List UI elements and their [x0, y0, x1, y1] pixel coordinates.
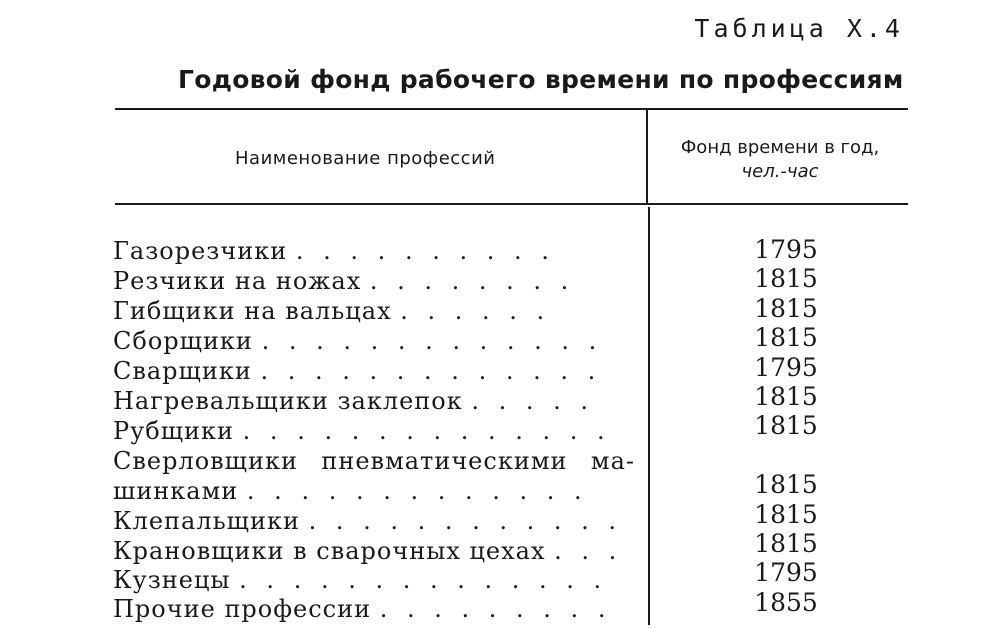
table-label: Таблица X.4: [694, 14, 904, 43]
table-row-value: 1855: [754, 588, 818, 617]
column-header-profession: Наименование профессий: [235, 148, 496, 169]
table-row-value: 1815: [754, 411, 818, 440]
table-row-value: 1795: [754, 558, 818, 587]
profession-name: Кузнецы: [113, 566, 231, 594]
table-row-value: 1815: [754, 264, 818, 293]
table-row-name: [113, 476, 638, 506]
dot-leader: . . . . . . . . . . . . .: [260, 357, 602, 385]
profession-name: Сварщики: [113, 357, 252, 385]
profession-name: Клепальщики: [113, 507, 300, 535]
profession-name: Нагревальщики заклепок: [113, 387, 463, 415]
profession-name: Сборщики: [113, 327, 253, 355]
table-row-value: 1815: [754, 470, 818, 499]
dot-leader: . . . . . . . . .: [379, 595, 612, 623]
table-row-value: 1815: [754, 529, 818, 558]
profession-name: Рубщики: [113, 417, 235, 445]
table-row-value: 1815: [754, 382, 818, 411]
profession-name: Прочие профессии: [113, 595, 372, 623]
dot-leader: . . . . .: [471, 387, 595, 415]
table-title: Годовой фонд рабочего времени по профессиям: [178, 65, 904, 94]
table-row-name: [113, 266, 638, 296]
table-row-name: [113, 416, 638, 446]
table-row-name: [113, 536, 638, 566]
table-row-name: [113, 326, 638, 356]
table-row-value: 1795: [754, 353, 818, 382]
dot-leader: . . . . . . . . . .: [295, 237, 555, 265]
dot-leader: . . . . . . . .: [369, 267, 575, 295]
table-row-value: 1815: [754, 294, 818, 323]
column-header-unit: чел.-час: [741, 161, 819, 182]
profession-name-part: пневматическими: [321, 447, 568, 475]
table-row-name: [113, 236, 638, 266]
table-row-value: 1795: [754, 235, 818, 264]
profession-name: Газорезчики: [113, 237, 288, 265]
table-row-name: [113, 506, 638, 536]
profession-name: шинками: [113, 477, 239, 505]
table-row-name: [113, 356, 638, 386]
profession-name-part: Сверловщики: [113, 447, 298, 475]
dot-leader: . . . . . . . . . . . .: [308, 507, 623, 535]
dot-leader: . . . . . . . . . . . . . .: [239, 566, 608, 594]
table-row-value: 1815: [754, 323, 818, 352]
dot-leader: . . .: [554, 537, 623, 565]
table-row-value: 1815: [754, 500, 818, 529]
profession-name: Гибщики на вальцах: [113, 297, 392, 325]
dot-leader: . . . . . . . . . . . . .: [261, 327, 603, 355]
table-row-name: [113, 565, 638, 595]
profession-name: Крановщики в сварочных цехах: [113, 537, 546, 565]
table-row-name-line1: [113, 446, 638, 476]
dot-leader: . . . . . . . . . . . . . .: [242, 417, 611, 445]
table-row-name: [113, 296, 638, 326]
table-row-name: [113, 386, 638, 416]
column-header-time-fund-label: Фонд времени в год,: [680, 137, 880, 158]
dot-leader: . . . . . . . . . . . . .: [246, 477, 588, 505]
dot-leader: . . . . . .: [400, 297, 551, 325]
table-row-name: [113, 594, 638, 624]
profession-name: Резчики на ножах: [113, 267, 362, 295]
profession-name-part: ма-: [590, 447, 635, 475]
